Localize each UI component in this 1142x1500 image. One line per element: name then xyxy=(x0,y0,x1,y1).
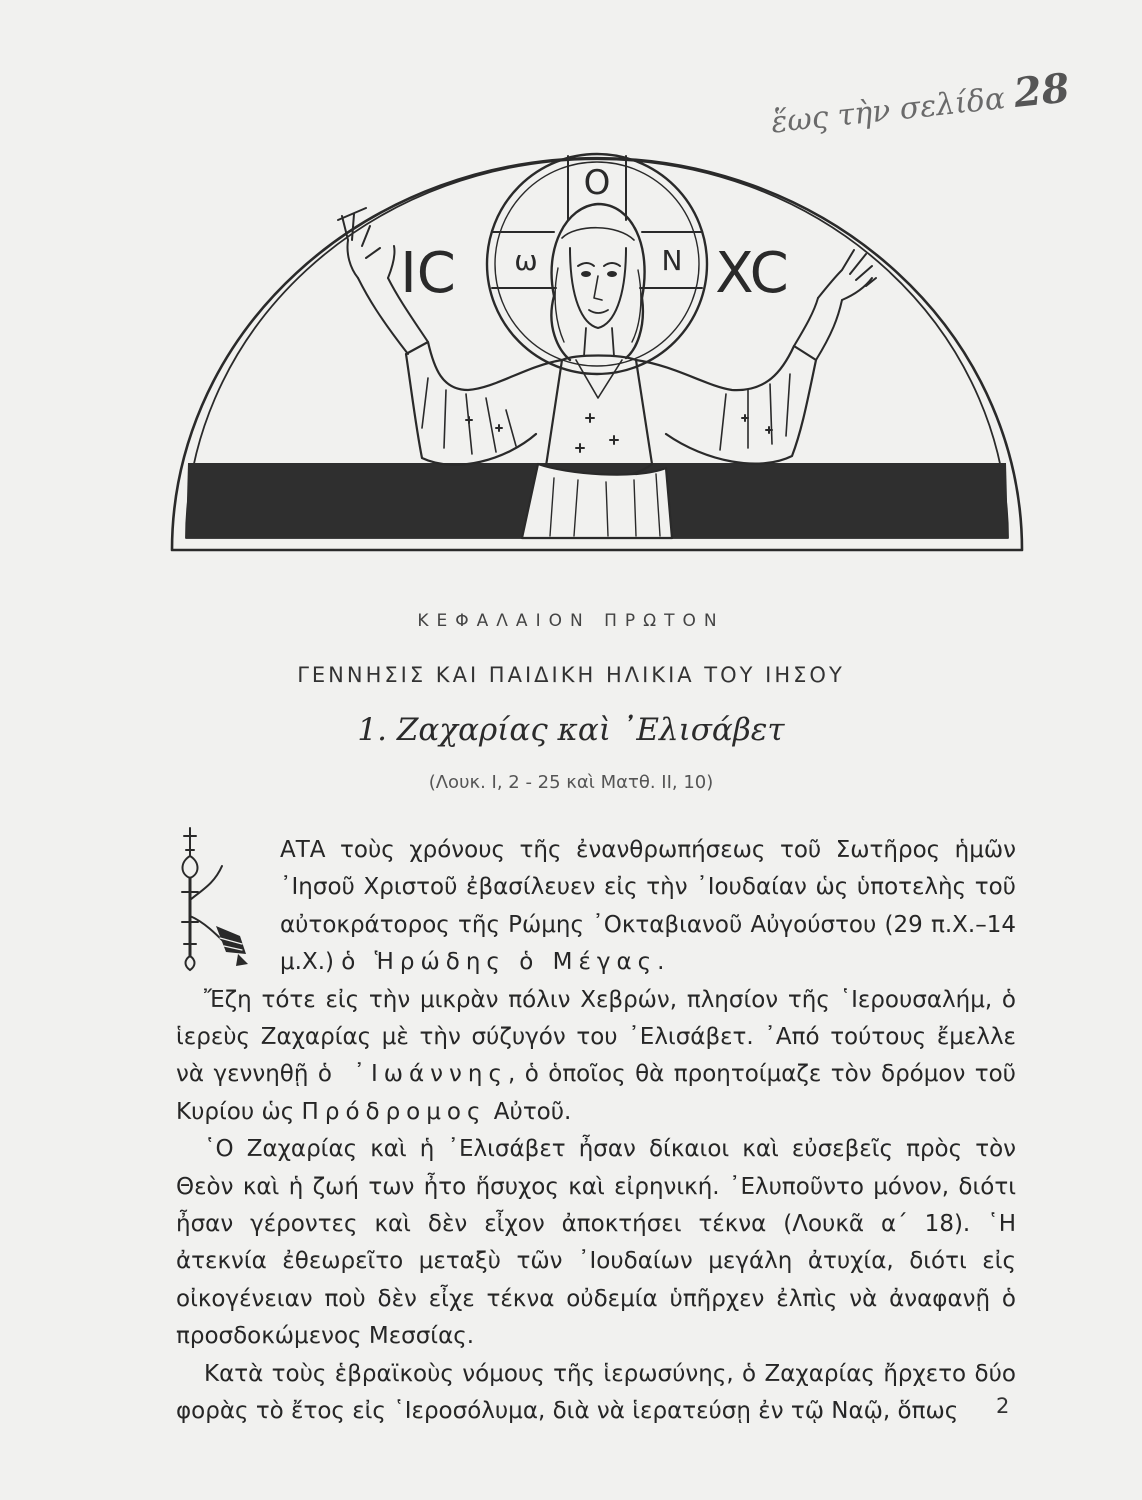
section-title: ΓΕΝΝΗΣΙΣ ΚΑΙ ΠΑΙΔΙΚΗ ΗΛΙΚΙΑ ΤΟΥ ΙΗΣΟΥ xyxy=(297,663,845,687)
paragraph-2 xyxy=(176,982,1016,1132)
paragraph-4-text: Κατὰ τοὺς ἑβραϊκοὺς νόμους τῆς ἱερωσύνης, ὁ Ζαχαρίας ἤρχετο δύο φορὰς τὸ ἔτος εἰς ῾Ιεροσόλυμα, διὰ νὰ ἱερατεύσῃ ἐν τῷ Ναῷ, ὅπως xyxy=(176,1360,1016,1425)
monogram-ic: IC xyxy=(400,241,456,306)
halo-letter-top: O xyxy=(583,163,611,203)
drop-initial-space xyxy=(176,832,280,978)
christ-lunette-illustration xyxy=(166,128,1024,568)
paragraph-2-text-c: , ὁ ὁποῖος θὰ προητοίμαζε τὸν δρόμον τοῦ Κυρίου ὡς xyxy=(176,1061,1016,1125)
paragraph-2-emphasis-ioannis: ὁ ᾿Ιωάννης xyxy=(317,1061,508,1088)
paragraph-2-text-e: Αὐτοῦ. xyxy=(486,1098,572,1125)
right-sleeve xyxy=(636,346,816,464)
body-text xyxy=(176,832,1016,1431)
paragraph-1-text: ΑΤΑ τοὺς χρόνους τῆς ἐνανθρωπήσεως τοῦ Σωτῆρος ἡμῶν ᾿Ιησοῦ Χριστοῦ ἐβασίλευεν εἰς τὴν ᾿Ιουδαίαν ὡς ὑποτελὴς τοῦ αὐτοκράτορος τῆς Ρώμης ᾿Οκταβιανοῦ Αὐγούστου (29 π.Χ.–14 μ.Χ.) xyxy=(280,837,1016,976)
left-sleeve xyxy=(406,342,562,465)
paragraph-4 xyxy=(176,1356,1016,1431)
paragraph-2-text-a: Ἔζη τότε εἰς τὴν μικρὰν πόλιν Χεβρών, πλησίον τῆς ῾Ιερουσαλήμ, ὁ ἱερεὺς Ζαχαρίας μὲ τὴν σύζυγόν του ᾿Ελισάβετ. ᾿Από τούτους ἔμελλε νὰ γεννηθῇ xyxy=(176,986,1016,1088)
paragraph-1 xyxy=(176,832,1016,982)
page-number: 2 xyxy=(996,1394,1010,1418)
scripture-reference: (Λουκ. Ι, 2 - 25 καὶ Ματθ. ΙΙ, 10) xyxy=(428,772,714,793)
chapter-label: ΚΕΦΑΛΑΙΟΝ ΠΡΩΤΟΝ xyxy=(417,611,725,631)
handwritten-note-number: 28 xyxy=(1011,64,1072,118)
lower-drapery xyxy=(522,464,672,538)
paragraph-3-text: ῾Ο Ζαχαρίας καὶ ἡ ᾿Ελισάβετ ἦσαν δίκαιοι καὶ εὐσεβεῖς πρὸς τὸν Θεὸν καὶ ἡ ζωή των ἦτο ἥσυχος καὶ εἰρηνική. ᾿Ελυποῦντο μόνον, διότι ἦσαν γέροντες καὶ δὲν εἶχον ἀποκτήσει τέκνα (Λουκᾶ α΄ 18). ῾Η ἀτεκνία ἐθεωρεῖτο μεταξὺ τῶν ᾿Ιουδαίων μεγάλη ἀτυχία, διότι εἰς οἰκογένειαν ποὺ δὲν εἶχε τέκνα οὐδεμία ὑπῆρχεν ἐλπὶς νὰ ἀναφανῇ ὁ προσδοκώμενος Μεσσίας. xyxy=(176,1136,1016,1350)
paragraph-1-emphasis: ὁ Ἡρώδης ὁ Μέγας. xyxy=(341,949,671,976)
paragraph-2-emphasis-prodromos: Πρόδρομος xyxy=(301,1098,487,1125)
handwritten-note-text: ἕως τὴν σελίδα xyxy=(769,81,1007,141)
monogram-xc: XC xyxy=(715,241,789,306)
halo-letter-right: N xyxy=(661,244,683,277)
subsection-title: 1. Ζαχαρίας καὶ ᾿Ελισάβετ xyxy=(357,712,785,748)
right-hand xyxy=(818,250,876,300)
paragraph-3 xyxy=(176,1131,1016,1355)
halo-letter-left: ω xyxy=(514,244,538,277)
face xyxy=(570,248,626,328)
left-hand xyxy=(338,208,395,278)
